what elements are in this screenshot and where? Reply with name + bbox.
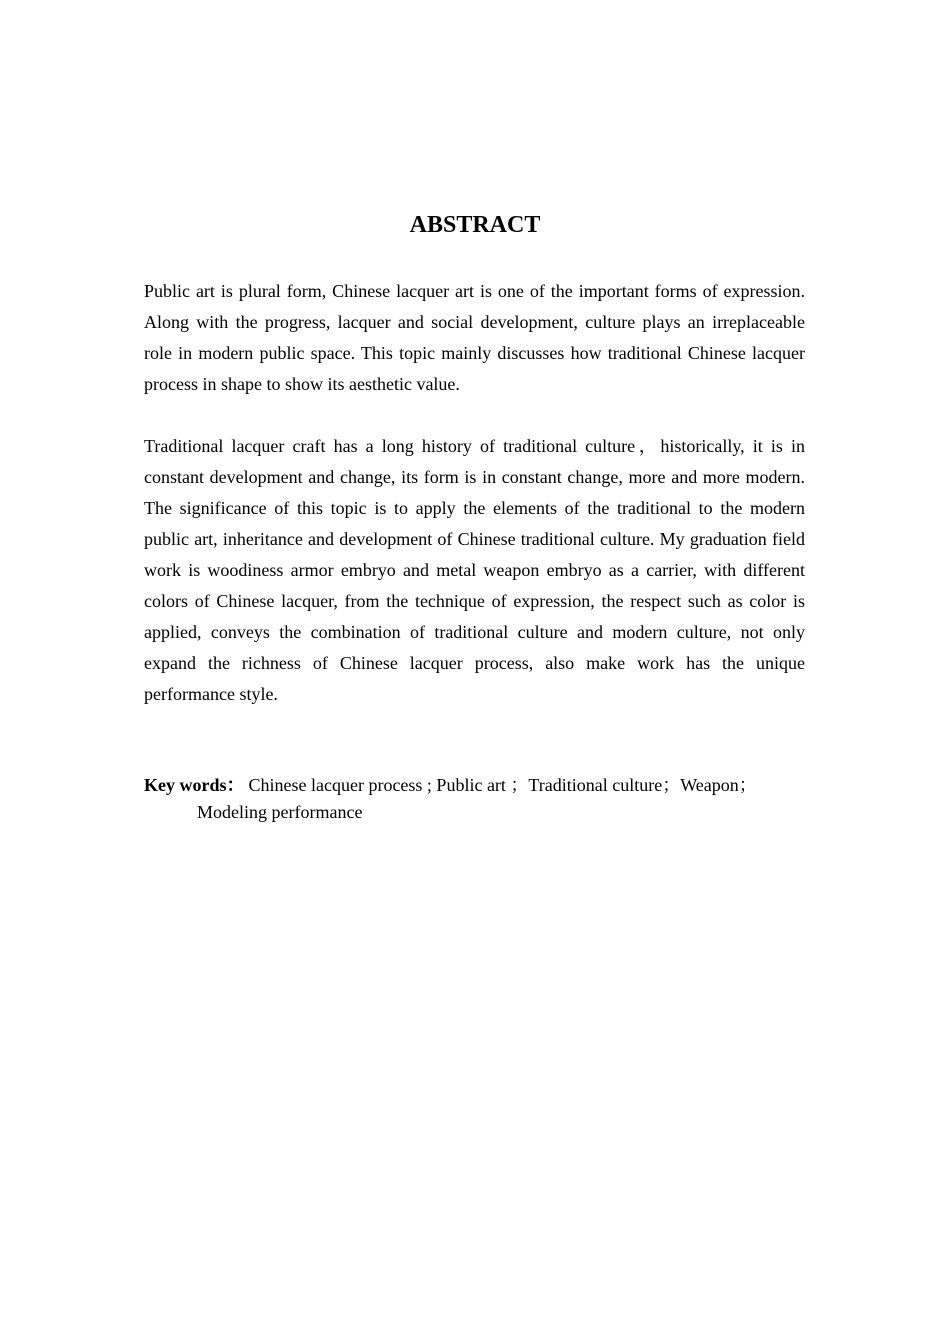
- keywords-line: [144, 772, 805, 826]
- keywords-label: Key words：: [144, 775, 245, 795]
- keywords-text: Chinese lacquer process ; Public art ；Traditional culture；Weapon；Modeling performance: [197, 775, 757, 822]
- abstract-paragraph-1: Public art is plural form, Chinese lacquer art is one of the important forms of expression. Along with the progress, lacquer and social development, culture plays an irreplaceable role in modern public space. This topic mainly discusses how traditional Chinese lacquer process in shape to show its aesthetic value.: [144, 281, 805, 394]
- abstract-paragraph-2: Traditional lacquer craft has a long history of traditional culture，historically, it is in constant development and change, its form is in constant change, more and more modern. The significance of this topic is to apply the elements of the traditional to the modern public art, inheritance and development of Chinese traditional culture. My graduation field work is woodiness armor embryo and metal weapon embryo as a carrier, with different colors of Chinese lacquer, from the technique of expression, the respect such as color is applied, conveys the combination of traditional culture and modern culture, not only expand the richness of Chinese lacquer process, also make work has the unique performance style.: [144, 436, 805, 704]
- abstract-title: ABSTRACT: [409, 212, 541, 238]
